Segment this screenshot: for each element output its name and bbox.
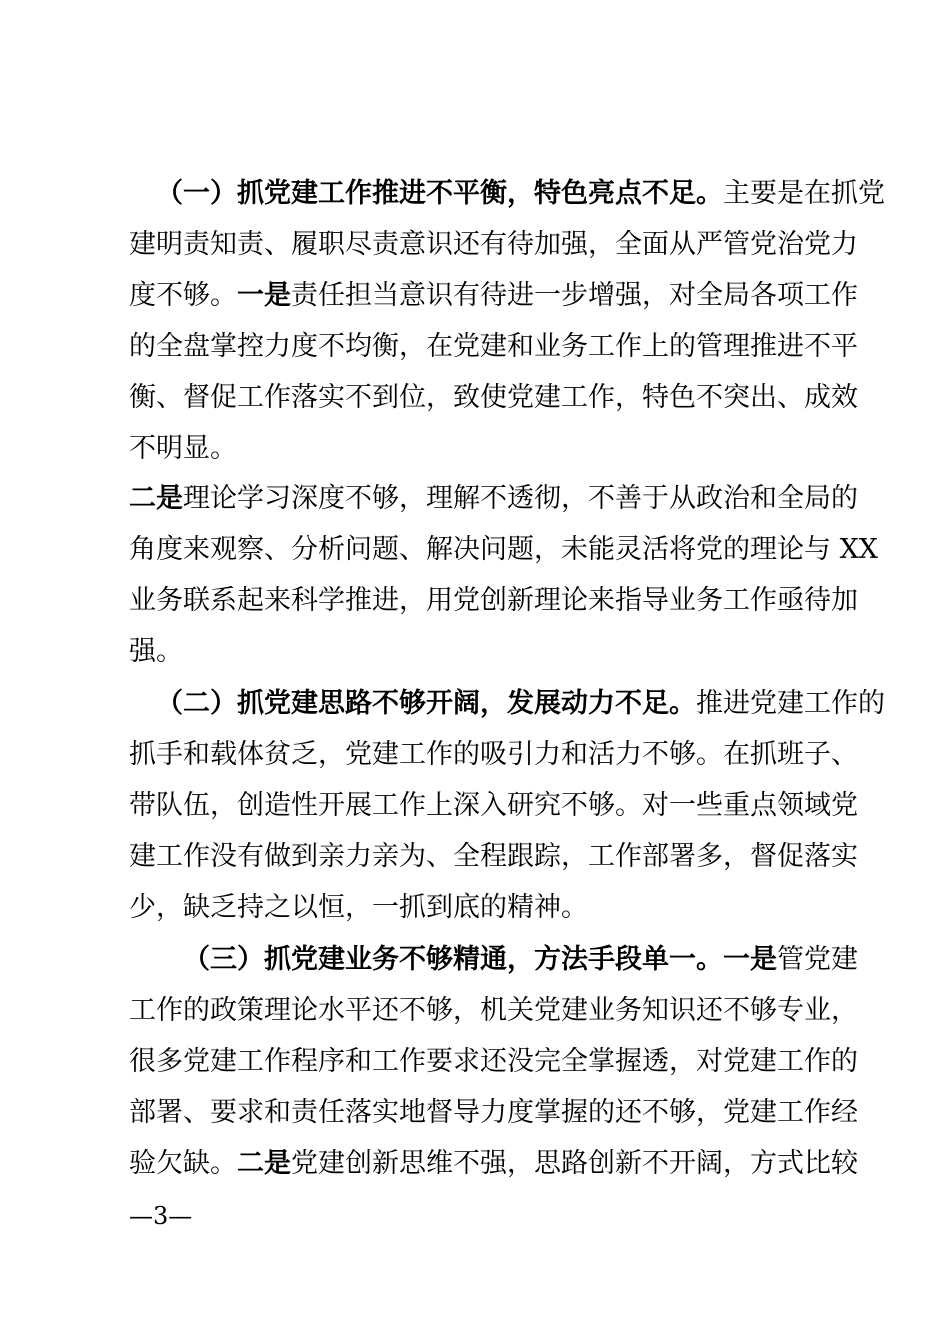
text-line	[129, 1144, 858, 1184]
text-run: 主要是在抓党	[723, 178, 885, 209]
bold-text-run: （一）抓党建工作推进不平衡，特色亮点不足。	[156, 178, 723, 209]
text-run: 党建创新思维不强，思路创新不开阔，方式比较	[291, 1148, 858, 1179]
text-line	[129, 735, 858, 775]
text-line	[129, 276, 858, 316]
text-run: 建明责知责、履职尽责意识还有待加强，全面从严管党治党力	[129, 229, 858, 260]
text-run: 的全盘掌控力度不均衡，在党建和业务工作上的管理推进不平	[129, 331, 858, 362]
text-line	[129, 581, 858, 621]
text-line	[183, 940, 858, 980]
text-line	[129, 786, 858, 826]
bold-text-run: 一是	[237, 280, 291, 311]
page-number: —3—	[129, 1202, 193, 1230]
text-run: 管党建	[777, 944, 858, 975]
text-line	[129, 225, 858, 265]
text-line	[129, 1042, 858, 1082]
text-line	[129, 991, 858, 1031]
text-run: 理论学习深度不够，理解不透彻，不善于从政治和全局的	[183, 483, 858, 514]
text-run: 带队伍，创造性开展工作上深入研究不够。对一些重点领域党	[129, 790, 858, 821]
bold-text-run: 二是	[237, 1148, 291, 1179]
text-run: 推进党建工作的	[696, 688, 885, 719]
text-line	[129, 530, 879, 570]
text-run: 角度来观察、分析问题、解决问题，未能灵活将党的理论与 XX	[129, 534, 879, 565]
text-line	[129, 378, 858, 418]
text-line	[129, 632, 832, 672]
text-run: 责任担当意识有待进一步增强，对全局各项工作	[291, 280, 858, 311]
text-run: 不明显。	[129, 433, 237, 464]
text-line	[129, 837, 858, 877]
text-run: 业务联系起来科学推进，用党创新理论来指导业务工作亟待加	[129, 585, 858, 616]
text-run: 工作的政策理论水平还不够，机关党建业务知识还不够专业，	[129, 995, 858, 1026]
text-run: 衡、督促工作落实不到位，致使党建工作，特色不突出、成效	[129, 382, 858, 413]
text-line	[129, 1093, 858, 1133]
bold-text-run: （二）抓党建思路不够开阔，发展动力不足。	[156, 688, 696, 719]
text-line	[156, 684, 885, 724]
text-run: 验欠缺。	[129, 1148, 237, 1179]
text-run: 少，缺乏持之以恒，一抓到底的精神。	[129, 892, 588, 923]
text-line	[129, 327, 858, 367]
bold-text-run: （三）抓党建业务不够精通，方法手段单一。	[183, 944, 723, 975]
text-run: 度不够。	[129, 280, 237, 311]
bold-text-run: 一是	[723, 944, 777, 975]
text-line	[129, 429, 832, 469]
bold-text-run: 二是	[129, 483, 183, 514]
text-run: 建工作没有做到亲力亲为、全程跟踪，工作部署多，督促落实	[129, 841, 858, 872]
text-line	[129, 479, 858, 519]
text-line	[156, 174, 885, 214]
text-run: 很多党建工作程序和工作要求还没完全掌握透，对党建工作的	[129, 1046, 858, 1077]
text-run: 部署、要求和责任落实地督导力度掌握的还不够，党建工作经	[129, 1097, 858, 1128]
text-line	[129, 888, 832, 928]
text-run: 强。	[129, 636, 183, 667]
text-run: 抓手和载体贫乏，党建工作的吸引力和活力不够。在抓班子、	[129, 739, 858, 770]
